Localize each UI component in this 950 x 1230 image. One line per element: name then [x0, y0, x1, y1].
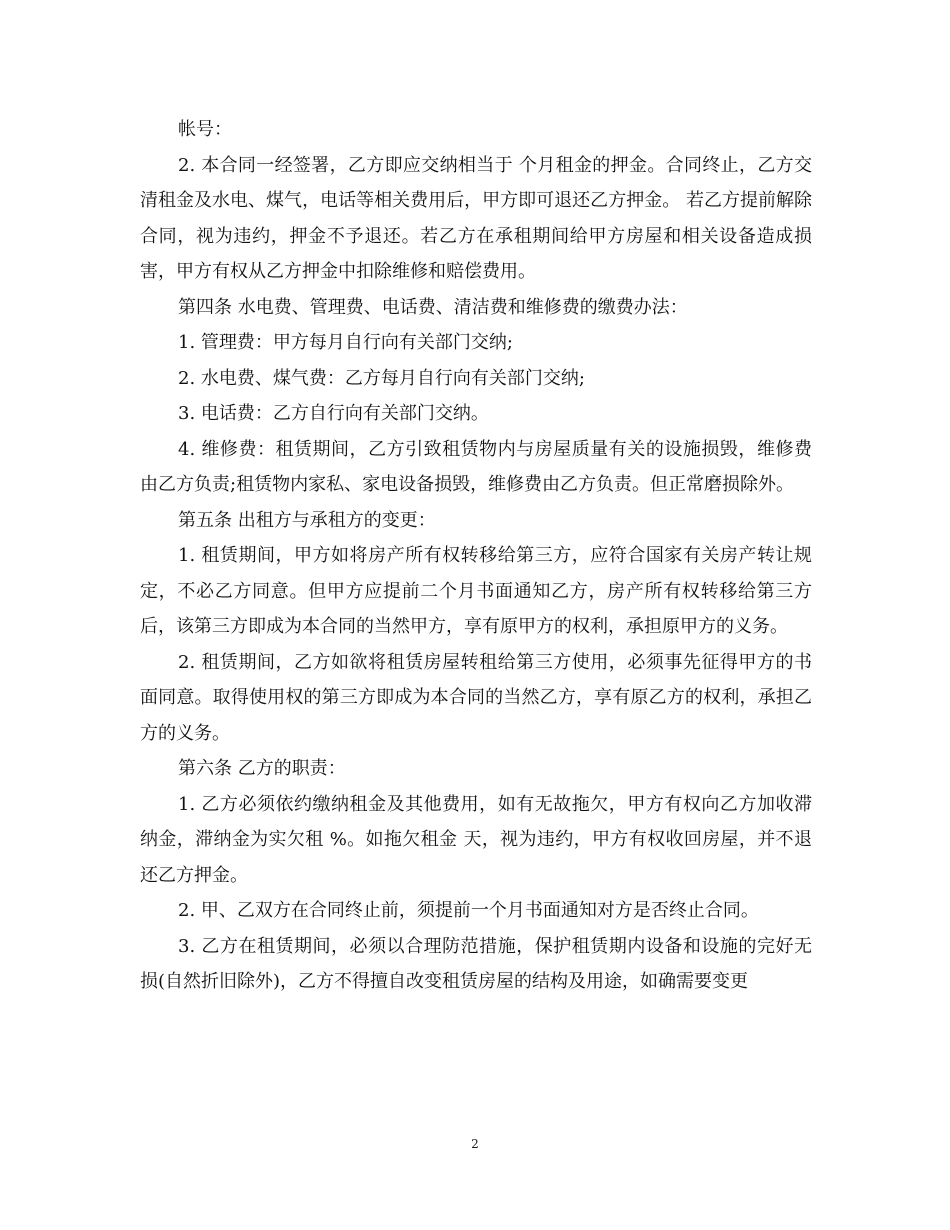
article-six-item-3: 3. 乙方在租赁期间，必须以合理防范措施，保护租赁期内设备和设施的完好无损(自然折旧除外)，乙方不得擅自改变租赁房屋的结构及用途，如确需要变更: [140, 935, 812, 992]
article-four-item-1: 1. 管理费：甲方每月自行向有关部门交纳;: [178, 332, 513, 353]
document-body: [140, 112, 812, 1000]
article-five-item-2: 2. 租赁期间，乙方如欲将租赁房屋转租给第三方使用，必须事先征得甲方的书面同意。取得使用权的第三方即成为本合同的当然乙方，享有原乙方的权利，承担乙方的义务。: [140, 651, 812, 744]
article-six-heading: 第六条 乙方的职责：: [178, 758, 346, 779]
article-four-item-4: 4. 维修费：租赁期间，乙方引致租赁物内与房屋质量有关的设施损毁，维修费由乙方负责;租赁物内家私、家电设备损毁，维修费由乙方负责。但正常磨损除外。: [140, 438, 812, 495]
article-four-item-2: 2. 水电费、煤气费：乙方每月自行向有关部门交纳;: [178, 367, 585, 389]
paragraph-account: 帐号：: [178, 119, 232, 140]
article-six-item-1: 1. 乙方必须依约缴纳租金及其他费用，如有无故拖欠，甲方有权向乙方加收滞纳金，滞纳金为实欠租 %。如拖欠租金 天，视为违约，甲方有权收回房屋，并不退还乙方押金。: [140, 793, 812, 886]
page-number: 2: [471, 1137, 479, 1151]
article-four-item-3: 3. 电话费：乙方自行向有关部门交纳。: [178, 403, 489, 424]
article-six-item-2: 2. 甲、乙双方在合同终止前，须提前一个月书面通知对方是否终止合同。: [178, 900, 759, 921]
article-five-heading: 第五条 出租方与承租方的变更：: [178, 509, 436, 531]
article-five-item-1: 1. 租赁期间，甲方如将房产所有权转移给第三方，应符合国家有关房产转让规定，不必乙方同意。但甲方应提前二个月书面通知乙方，房产所有权转移给第三方后，该第三方即成为本合同的当然甲方，享有原甲方的权利，承担原甲方的义务。: [140, 545, 812, 637]
article-four-heading: 第四条 水电费、管理费、电话费、清洁费和维修费的缴费办法：: [178, 296, 688, 318]
paragraph-deposit-clause: 2. 本合同一经签署，乙方即应交纳相当于 个月租金的押金。合同终止，乙方交清租金及水电、煤气，电话等相关费用后，甲方即可退还乙方押金。 若乙方提前解除合同，视为违约，押金不予退还。若乙方在承租期间给甲方房屋和相关设备造成损害，甲方有权从乙方押金中扣除维修和赔偿费用。: [140, 154, 812, 282]
